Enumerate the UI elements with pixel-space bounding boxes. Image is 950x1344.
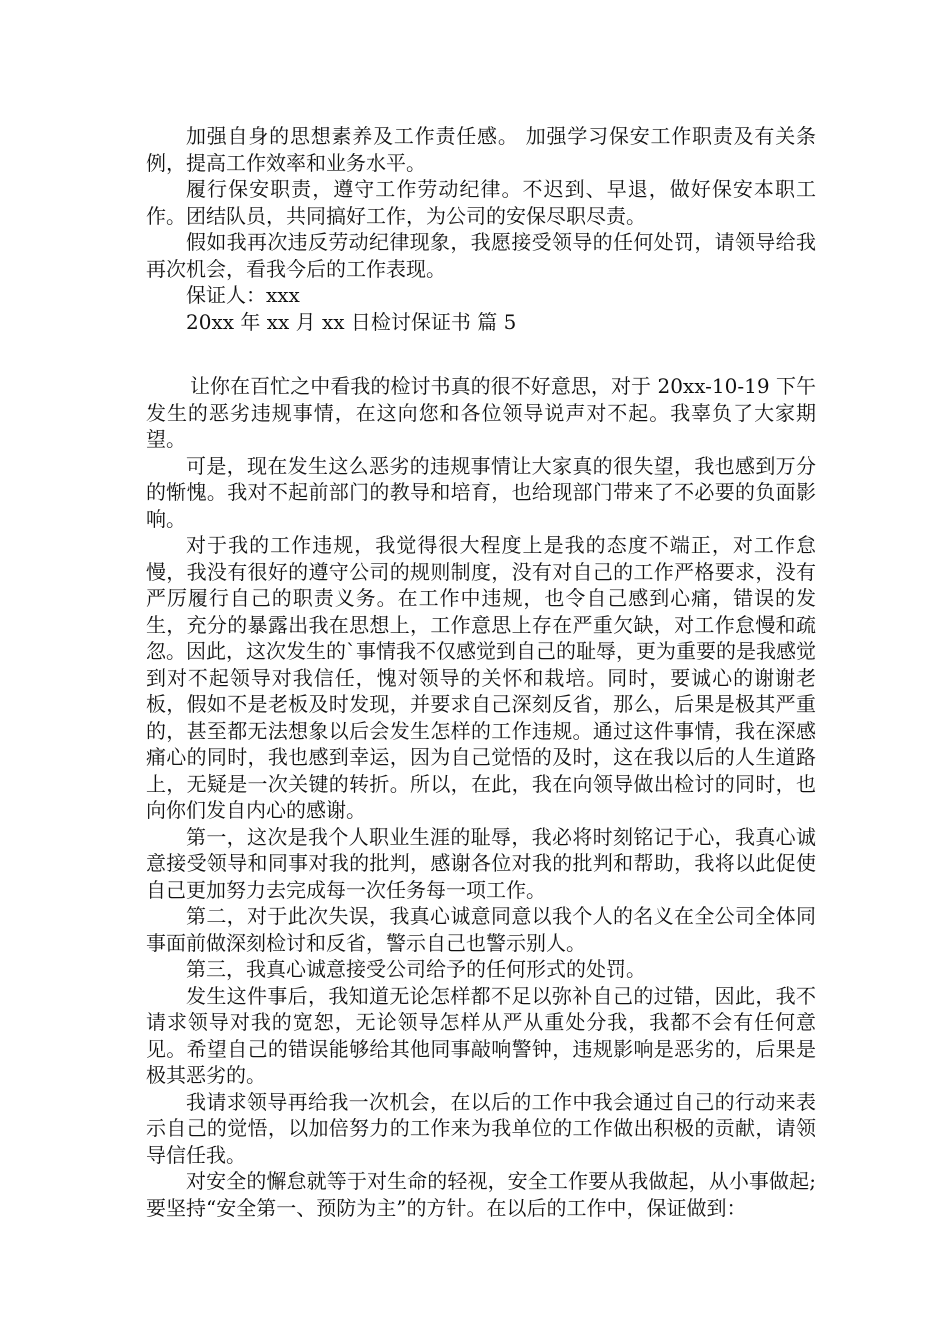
paragraph-accept-punishment: 假如我再次违反劳动纪律现象，我愿接受领导的任何处罚，请领导给我再次机会，看我今后的工作表现。 <box>146 230 816 281</box>
paragraph-third-point: 第三，我真心诚意接受公司给予的任何形式的处罚。 <box>186 957 646 981</box>
paragraph-strengthen-awareness: 加强自身的思想素养及工作责任感。 加强学习保安工作职责及有关条例，提高工作效率和业务水平。 <box>146 124 816 175</box>
guarantor-line: 保证人：xxx <box>186 283 300 307</box>
previous-letter-ending <box>146 123 816 335</box>
paragraph-safety-commitment: 对安全的懈怠就等于对生命的轻视，安全工作要从我做起，从小事做起;要坚持“安全第一、预防为主”的方针。在以后的工作中，保证做到： <box>146 1169 816 1220</box>
paragraph-reflection: 对于我的工作违规，我觉得很大程度上是我的态度不端正，对工作怠慢，我没有很好的遵守公司的规则制度，没有对自己的工作严格要求，没有严厉履行自己的职责义务。在工作中违规，也令自己感到心痛，错误的发生，充分的暴露出我在思想上，工作意思上存在严重欠缺，对工作怠慢和疏忽。因此，这次发生的`事情我不仅感觉到自己的耻辱，更为重要的是我感觉到对不起领导对我信任，愧对领导的关怀和栽培。同时，要诚心的谢谢老板，假如不是老板及时发现，并要求自己深刻反省，那么，后果是极其严重的，甚至都无法想象以后会发生怎样的工作违规。通过这件事情，我在深感痛心的同时，我也感到幸运，因为自己觉悟的及时，这在我以后的人生道路上，无疑是一次关键的转折。所以，在此，我在向领导做出检讨的同时，也向你们发自内心的感谢。 <box>146 533 816 822</box>
paragraph-second-point: 第二，对于此次失误，我真心诚意同意以我个人的名义在全公司全体同事面前做深刻检讨和反省，警示自己也警示别人。 <box>146 904 816 955</box>
paragraph-first-point: 第一，这次是我个人职业生涯的耻辱，我必将时刻铭记于心，我真心诚意接受领导和同事对我的批判，感谢各位对我的批判和帮助，我将以此促使自己更加努力去完成每一次任务每一项工作。 <box>146 824 816 902</box>
paragraph-fulfill-duties: 履行保安职责，遵守工作劳动纪律。不迟到、早退，做好保安本职工作。团结队员，共同搞好工作，为公司的安保尽职尽责。 <box>146 177 816 228</box>
letter-body <box>146 373 816 1221</box>
paragraph-no-excuse: 发生这件事后，我知道无论怎样都不足以弥补自己的过错，因此，我不请求领导对我的宽恕，无论领导怎样从严从重处分我，我都不会有任何意见。希望自己的错误能够给其他同事敲响警钟，违规影响是恶劣的，后果是极其恶劣的。 <box>146 983 816 1087</box>
section-heading: 20xx 年 xx 月 xx 日检讨保证书 篇 5 <box>186 309 517 334</box>
paragraph-disappointment: 可是，现在发生这么恶劣的违规事情让大家真的很失望，我也感到万分的惭愧。我对不起前部门的教导和培育，也给现部门带来了不必要的负面影响。 <box>146 453 816 531</box>
paragraph-request-chance: 我请求领导再给我一次机会，在以后的工作中我会通过自己的行动来表示自己的觉悟，以加倍努力的工作来为我单位的工作做出积极的贡献，请领导信任我。 <box>146 1089 816 1167</box>
paragraph-apology: 让你在百忙之中看我的检讨书真的很不好意思，对于 20xx-10-19 下午发生的恶劣违规事情，在这向您和各位领导说声对不起。我辜负了大家期望。 <box>146 374 816 451</box>
